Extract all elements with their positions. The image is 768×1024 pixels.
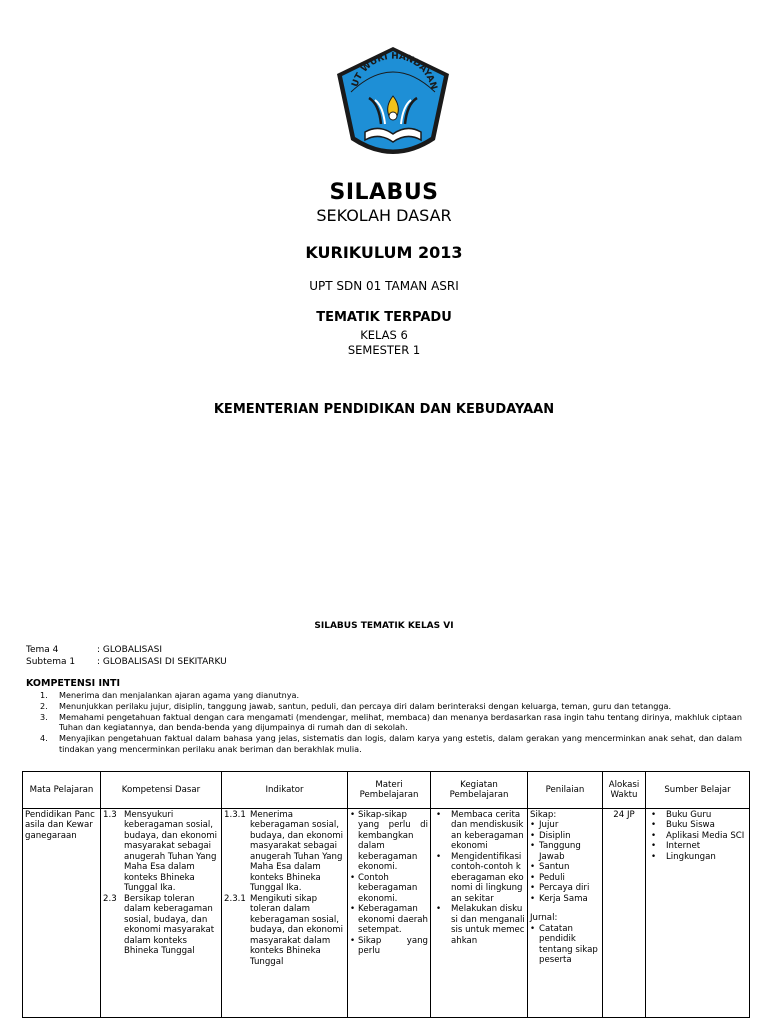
logo-motto-text: UT WURI HANDAYAN: [350, 51, 439, 91]
ki-number: 2.: [40, 700, 48, 711]
materi-item: • Keberagaman ekonomi daerah setempat.: [350, 904, 428, 935]
kompetensi-inti-list: [26, 690, 742, 755]
logo-emblem: [331, 44, 455, 164]
materi-item: • Sikap-sikap yang perlu di kembangkan dalam keberagaman ekonomi.: [350, 810, 428, 873]
ki-number: 1.: [40, 690, 48, 700]
cell-sumber-belajar: [646, 809, 750, 1018]
cover-kurikulum: KURIKULUM 2013: [305, 243, 463, 262]
cell-penilaian: [528, 809, 603, 1018]
cell-kegiatan-pembelajaran: [431, 809, 528, 1018]
mapel-text: Pendidikan Pancasila dan Kewarganegaraan: [25, 810, 95, 841]
cell-kompetensi-dasar: [101, 809, 222, 1018]
sumber-item: • Lingkungan: [648, 852, 747, 862]
cover-subtitle: SEKOLAH DASAR: [316, 206, 452, 225]
kd-text: Mensyukuri keberagaman sosial, budaya, dan ekonomi masyarakat sebagai anugerah Tuhan Yang Maha Esa dalam konteks Bhineka Tunggal Ika.: [124, 810, 218, 894]
cover-tematik: TEMATIK TERPADU: [316, 310, 452, 325]
indikator-item: [224, 810, 345, 894]
cell-alokasi-waktu: [603, 809, 646, 1018]
sikap-item: • Peduli: [530, 873, 600, 883]
ki-text: Memahami pengetahuan faktual dengan cara mengamati (mendengar, melihat, membaca) dan menanya berdasarkan rasa ingin tahu tentang dirinya, makhluk ciptaan Tuhan dan kegiatannya, dan benda-benda yang dijumpainya di rumah dan di sekolah.: [59, 711, 742, 733]
ki-item: [26, 712, 742, 734]
header-sumber-belajar: Sumber Belajar: [646, 772, 750, 809]
header-mata-pelajaran: Mata Pelajaran: [23, 772, 101, 809]
sikap-item: • Tanggung Jawab: [530, 841, 600, 862]
tema-label: Tema 4: [26, 645, 59, 655]
materi-item: • Sikap yang perlu: [350, 936, 428, 957]
cell-mata-pelajaran: [23, 809, 101, 1018]
sumber-item: • Buku Siswa: [648, 820, 747, 830]
cover-semester: SEMESTER 1: [347, 343, 421, 357]
header-kegiatan-pembelajaran: Kegiatan Pembelajaran: [431, 772, 528, 809]
indikator-text: Menerima keberagaman sosial, budaya, dan ekonomi masyarakat sebagai anugerah Tuhan Yang Maha Esa dalam konteks Bhineka Tunggal Ika.: [250, 810, 344, 894]
ki-item: [26, 690, 742, 701]
sikap-item: • Santun: [530, 862, 600, 872]
sumber-item: • Aplikasi Media SCI: [648, 831, 747, 841]
penilaian-jurnal-label: Jurnal:: [530, 913, 558, 924]
kd-number: 1.3: [103, 810, 117, 820]
cover-title: SILABUS: [329, 180, 439, 205]
subtema-value: : GLOBALISASI DI SEKITARKU: [97, 657, 227, 667]
header-materi-pembelajaran: Materi Pembelajaran: [348, 772, 431, 809]
cell-indikator: [222, 809, 348, 1018]
header-alokasi-waktu: Alokasi Waktu: [603, 772, 646, 809]
kd-item: [103, 894, 219, 957]
subtema-row: [26, 657, 227, 667]
kegiatan-item: • Mengidentifikasi contoh-contoh keberagaman ekonomi di lingkungan sekitar: [433, 852, 525, 904]
ki-text: Menunjukkan perilaku jujur, disiplin, tanggung jawab, santun, peduli, dan percaya diri dalam berinteraksi dengan keluarga, teman, guru dan tetangga.: [59, 700, 672, 711]
kegiatan-item: • Membaca cerita dan mendiskusikan keberagaman ekonomi: [433, 810, 525, 852]
ki-item: [26, 733, 742, 755]
cover-ministry: KEMENTERIAN PENDIDIKAN DAN KEBUDAYAAN: [213, 402, 555, 417]
cover-kelas: KELAS 6: [360, 328, 408, 342]
silabus-heading: SILABUS TEMATIK KELAS VI: [314, 621, 454, 631]
ki-number: 3.: [40, 711, 48, 722]
kegiatan-item: • Melakukan diskusi dan menganalisis untuk memecahkan: [433, 904, 525, 946]
sikap-item: • Kerja Sama: [530, 894, 600, 904]
sikap-item: • Jujur: [530, 820, 600, 830]
subtema-label: Subtema 1: [26, 657, 76, 667]
materi-item: • Contoh keberagaman ekonomi.: [350, 873, 428, 904]
table-header-row: [23, 772, 750, 809]
header-penilaian: Penilaian: [528, 772, 603, 809]
table-row: [23, 809, 750, 1018]
ki-text: Menyajikan pengetahuan faktual dalam bahasa yang jelas, sistematis dan logis, dalam karya yang estetis, dalam gerakan yang mencerminkan anak sehat, dan dalam tindakan yang mencerminkan perilaku anak beriman dan berakhlak mulia.: [59, 733, 742, 754]
kd-item: [103, 810, 219, 894]
ki-number: 4.: [40, 733, 48, 743]
tema-row: [26, 645, 162, 655]
jurnal-item: • Catatan pendidik tentang sikap peserta: [530, 924, 600, 966]
ki-item: [26, 701, 742, 712]
penilaian-sikap-label: Sikap:: [530, 810, 557, 820]
sumber-item: • Buku Guru: [648, 810, 747, 820]
alokasi-text: 24 JP: [613, 810, 635, 820]
sikap-item: • Disiplin: [530, 831, 600, 841]
kd-text: Bersikap toleran dalam keberagaman sosial, budaya, dan ekonomi masyarakat dalam konteks Bhineka Tunggal: [124, 893, 215, 957]
sikap-item: • Percaya diri: [530, 883, 600, 893]
tut-wuri-handayani-logo: [331, 44, 455, 164]
kompetensi-inti-heading: KOMPETENSI INTI: [26, 678, 121, 689]
indikator-text: Mengikuti sikap toleran dalam keberagaman sosial, budaya, dan ekonomi masyarakat dalam konteks Bhineka Tunggal: [250, 893, 344, 967]
indikator-number: 1.3.1: [224, 810, 246, 820]
indikator-number: 2.3.1: [224, 893, 246, 904]
sumber-item: • Internet: [648, 841, 747, 851]
cover-school-name: UPT SDN 01 TAMAN ASRI: [309, 279, 459, 293]
header-kompetensi-dasar: Kompetensi Dasar: [101, 772, 222, 809]
cell-materi-pembelajaran: [348, 809, 431, 1018]
tema-value: : GLOBALISASI: [97, 645, 163, 655]
header-indikator: Indikator: [222, 772, 348, 809]
kd-number: 2.3: [103, 893, 117, 904]
indikator-item: [224, 894, 345, 967]
ki-text: Menerima dan menjalankan ajaran agama yang dianutnya.: [59, 690, 300, 700]
syllabus-table: [22, 771, 750, 1018]
